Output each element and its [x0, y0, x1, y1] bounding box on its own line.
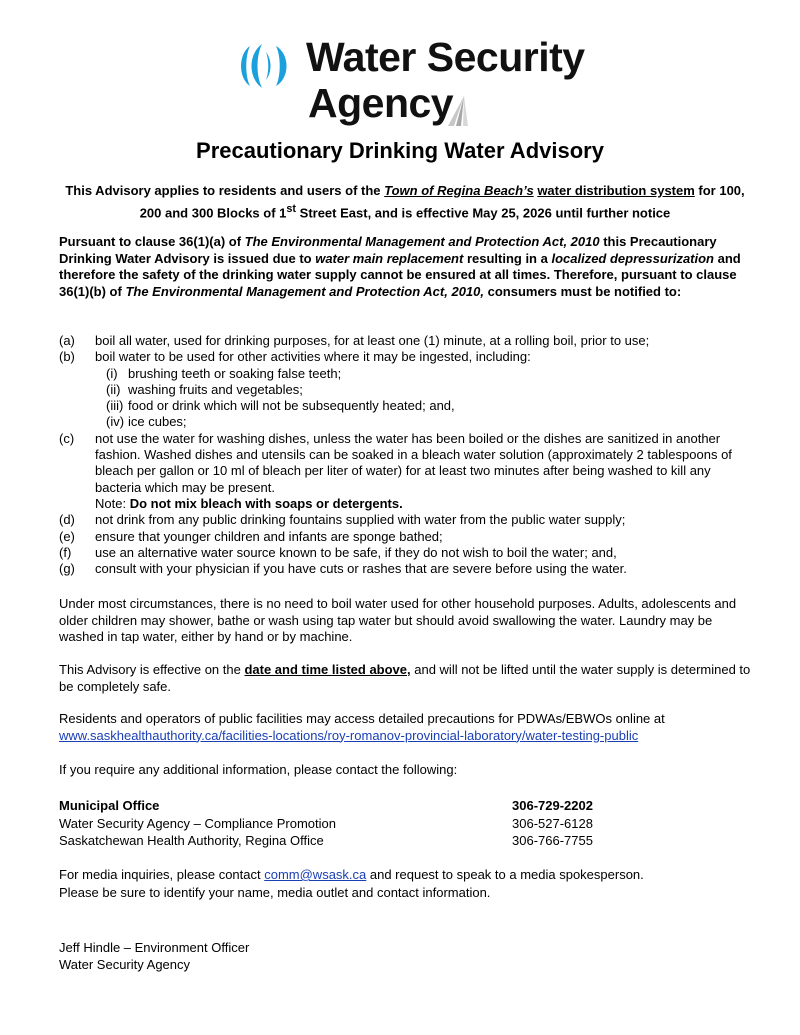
applies-middle: for 100, 200 and 300 Blocks of 1	[139, 183, 745, 221]
sub-marker: (i)	[106, 365, 118, 381]
applies-suffix: Street East, and is effective May 25, 2026 until further notice	[296, 205, 671, 221]
list-text: ensure that younger children and infants are sponge bathed;	[95, 528, 443, 544]
list-marker: (e)	[59, 528, 75, 544]
list-marker: (c)	[59, 430, 75, 446]
contact-row	[59, 832, 619, 850]
note-label: Note:	[95, 495, 130, 511]
list-text: not drink from any public drinking fountains supplied with water from the public water supply;	[95, 512, 626, 528]
list-item	[59, 431, 759, 512]
applies-statement	[60, 182, 750, 222]
sub-text: brushing teeth or soaking false teeth;	[128, 365, 342, 381]
signature-block	[59, 939, 249, 973]
list-item	[59, 349, 759, 365]
pursuant-paragraph	[59, 234, 759, 300]
pursuant-p3: resulting in a	[463, 250, 552, 266]
logo-triangle-icon	[446, 96, 470, 128]
list-text: use an alternative water source known to be safe, if they do not wish to boil the water; and,	[95, 544, 617, 560]
pursuant-p5: consumers must be notified to:	[484, 283, 682, 299]
signature-line1: Jeff Hindle – Environment Officer	[59, 940, 250, 955]
list-marker: (a)	[59, 333, 75, 348]
pursuant-cause: water main replacement	[315, 250, 464, 266]
logo-text-line1: Water Security	[306, 34, 585, 80]
precautions-link[interactable]: www.saskhealthauthority.ca/facilities-locations/roy-romanov-provincial-laboratory/water-testing-public	[59, 727, 639, 743]
sub-text: food or drink which will not be subsequently heated; and,	[128, 398, 455, 414]
list-marker: (g)	[59, 561, 75, 577]
contact-name: Saskatchewan Health Authority, Regina Office	[59, 833, 324, 848]
sub-text: ice cubes;	[128, 414, 187, 430]
media-prefix: For media inquiries, please contact	[59, 867, 265, 882]
list-marker: (f)	[59, 544, 72, 560]
pursuant-p1: Pursuant to clause 36(1)(a) of	[59, 234, 245, 249]
applies-system: water distribution system	[537, 183, 695, 198]
applies-prefix: This Advisory applies to residents and users of the	[65, 183, 385, 198]
logo-text-line2: Agency	[308, 80, 454, 126]
signature-line2: Water Security Agency	[59, 957, 191, 972]
sub-marker: (iv)	[106, 414, 125, 430]
media-email-link[interactable]: comm@wsask.ca	[264, 867, 367, 882]
list-item	[59, 512, 759, 528]
list-text: boil all water, used for drinking purposes, for at least one (1) minute, at a rolling boil, prior to use;	[95, 333, 650, 348]
sub-list-item	[59, 414, 759, 430]
list-marker: (b)	[59, 349, 75, 365]
pursuant-p2: this Precautionary Drinking Water Advisory is issued due to	[59, 234, 717, 266]
contact-name: Water Security Agency – Compliance Promotion	[59, 815, 336, 831]
contact-row	[59, 797, 619, 815]
pursuant-act1: The Environmental Management and Protection Act, 2010	[244, 234, 600, 249]
contact-phone: 306-527-6128	[512, 815, 593, 831]
sub-list-item	[59, 398, 759, 414]
effective-suffix: and will not be lifted until the water supply is determined to be completely safe.	[59, 662, 751, 694]
contact-intro: If you require any additional information, please contact the following:	[59, 762, 458, 777]
effective-paragraph	[59, 662, 759, 695]
pursuant-act2: The Environmental Management and Protection Act, 2010,	[125, 283, 484, 299]
list-item	[59, 529, 759, 545]
list-item	[59, 545, 759, 561]
media-line2: Please be sure to identify your name, media outlet and contact information.	[59, 884, 491, 900]
sub-list-item	[59, 366, 759, 382]
precautions-paragraph	[59, 711, 759, 744]
note-text: Do not mix bleach with soaps or detergents.	[129, 495, 403, 511]
contact-phone: 306-766-7755	[512, 833, 593, 848]
list-marker: (d)	[59, 512, 75, 528]
pursuant-effect: localized depressurization	[551, 250, 714, 266]
effective-prefix: This Advisory is effective on the	[59, 662, 245, 677]
note	[95, 496, 403, 511]
contact-row	[59, 815, 619, 833]
agency-logo	[236, 34, 585, 138]
household-paragraph: Under most circumstances, there is no need to boil water used for other household purposes. Adults, adolescents and older children may shower, bathe or wash using tap water but should avoid swallowing the water. Laundry may be washed in tap water, either by hand or by machine.	[59, 596, 737, 644]
list-item	[59, 333, 759, 349]
list-text: boil water to be used for other activities where it may be ingested, including:	[95, 349, 531, 365]
precautions-text: Residents and operators of public facilities may access detailed precautions for PDWAs/EBWOs online at	[59, 711, 665, 726]
list-text: consult with your physician if you have cuts or rashes that are severe before using the water.	[95, 561, 627, 577]
sub-marker: (ii)	[106, 381, 121, 397]
media-paragraph	[59, 866, 759, 901]
applies-town: Town of Regina Beach’s	[384, 183, 534, 198]
list-item	[59, 561, 759, 577]
list-text: not use the water for washing dishes, unless the water has been boiled or the dishes are sanitized in another fashion. Washed dishes and utensils can be soaked in a bleach water solution (approximately 2 tablespoons of bleach per gallon or 10 ml of bleach per liter of water) for at least two minutes after being washed to kill any bacteria which may be present.	[95, 430, 732, 495]
water-drop-logo-icon	[236, 42, 300, 90]
pursuant-p4: and therefore the safety of the drinking water supply cannot be ensured at all times. Therefore, pursuant to clause 36(1)(b) of	[59, 250, 741, 299]
effective-emphasis: date and time listed above,	[244, 662, 411, 677]
sub-text: washing fruits and vegetables;	[128, 381, 303, 397]
contact-name: Municipal Office	[59, 798, 160, 813]
sub-marker: (iii)	[106, 398, 124, 414]
applies-sup: st	[286, 203, 297, 215]
sub-list-item	[59, 382, 759, 398]
contact-table	[59, 797, 619, 850]
page-title: Precautionary Drinking Water Advisory	[196, 138, 604, 163]
instruction-list	[59, 333, 759, 577]
media-suffix: and request to speak to a media spokesperson.	[366, 867, 644, 882]
contact-phone: 306-729-2202	[512, 798, 593, 813]
